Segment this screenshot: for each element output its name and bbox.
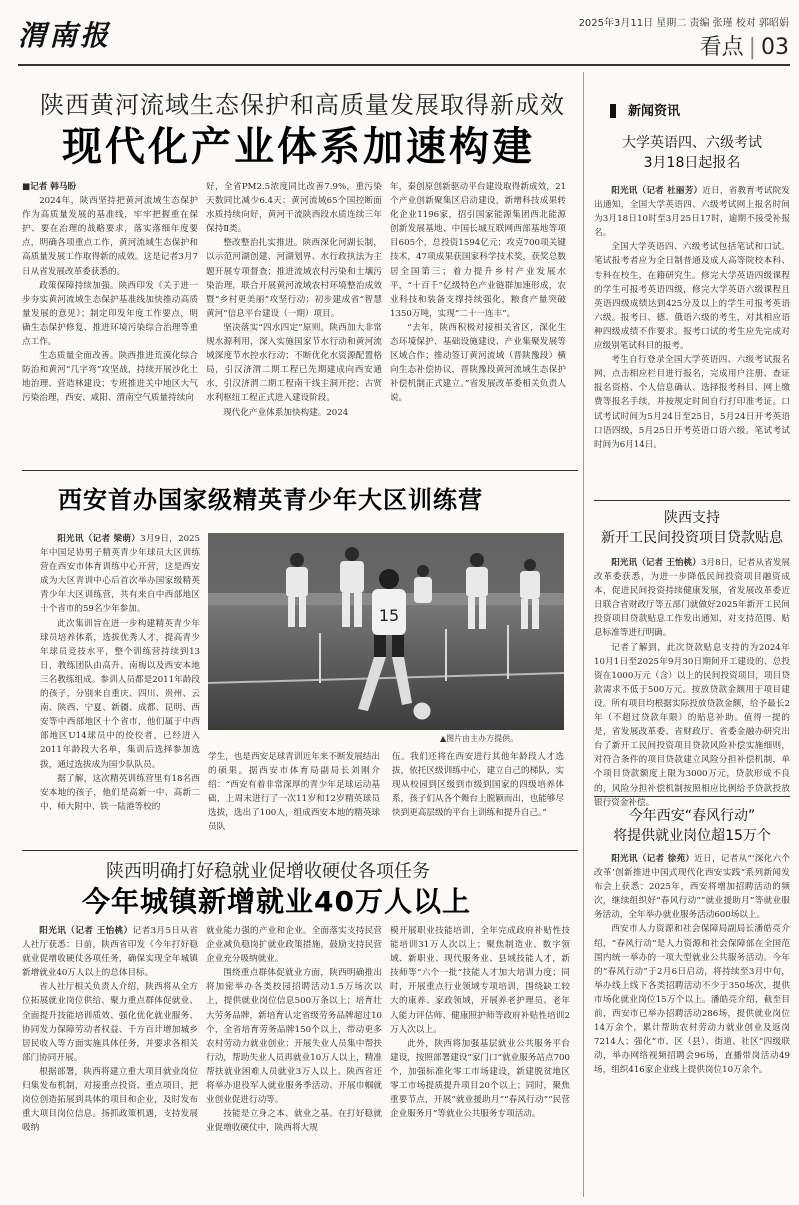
news1-p1 [594,184,790,240]
article3-c3-p1: 模开展职业技能培训，全年完成政府补贴性技能培训31万人次以上；聚焦制造业、数字领域、新职业、现代服务业、县域技能人才，新技师等“六个一批”技能人才加大培训力度；同时，开展重点行业领域专项培训，围绕缺工较大的康养、家政领域，开展养老护理员、老年人能力评估师、健康照护师等政府补贴性培训2万人次以上。 [390,926,570,1035]
article1-c2-p3: 坚决落实“四水四定”原则。陕西加大非常规水源利用，深入实施国家节水行动和黄河流域深度节水控水行动；不断优化水资源配置格局，引汉济渭二期工程已先期建成向西安通水，引汉济渭二期工程南干线主洞开挖；古贤水利枢纽工程正式进入建设阶段。 [206,322,382,404]
article1-c3-p1: 年，秦创原创新驱动平台建设取得新成效，21个产业创新聚集区启动建设，新增科技成果转化企业1196家，招引国家能源集团西北能源创新发展基地、中国长城互联网西部基地等项目605个，总投资1594亿元；攻克700项关键技术，47项成果获国家科学技术奖，获奖总数居全国第三；着力提升乡村产业发展水平，“十百千”亿级特色产业链群加速形成，农业科技和装备支撑持续强化，粮食产量突破1350万吨，实现“二十一连丰”。 [390,182,566,319]
article2-c1-p3: 据了解，这次精英训练营里有18名西安本地的孩子，他们是高新一中、高新二中、师大附中、铁一陆港等校的 [40,773,200,812]
news2-p1 [594,556,790,641]
article3-kicker: 陕西明确打好稳就业促增收硬仗各项任务 [106,861,430,882]
news3-p1-text: 近日，记者从“‘深化六个改革’创新推进中国式现代化西安实践”系列新闻发布会上获悉：2025年，西安将增加招聘活动的频次，继续组织好“春风行动”“就业援助月”等就业服务活动，全年举办就业服务活动600场以上。 [594,854,790,921]
article2-title: 西安首办国家级精英青少年大区训练营 [58,486,483,514]
article3-c1-p1-text: 记者3月5日从省人社厅获悉：日前，陕西省印发《今年打好稳就业促增收硬仗各项任务，确保实现全年城镇新增就业40万人以上的总体目标。 [22,926,198,979]
article2-c1-p2: 此次集训旨在进一步构建精英青少年球员培养体系，选拔优秀人才，提高青少年球员竞技水平，整个训练营持续到13日，教练团队由高升、南梅以及西安本地三名教练组成。参训人员都是2011年龄段的孩子，分别来自重庆、四川、贵州、云南、陕西、宁夏、新疆、成都、昆明、西安等中西部地区十个省市，他们属于中西部地区U14球员中的佼佼者，已经进入2011年龄段大名单，集训后选择参加选拔，通过选拔成为国少队队员。 [40,618,200,770]
article3-c1-p2: 省人社厅相关负责人介绍，陕西将从全方位拓展就业岗位供给、聚力重点群体促就业、全面提升技能培训质效、强化优化就业服务、协同发力保障劳动者权益、千方百计增加城乡居民收入等方面实施具体任务，并要求各相关部门协同开展。 [22,982,198,1063]
news1-title-line1: 大学英语四、六级考试 [622,135,762,151]
news3-title-line2: 将提供就业岗位超15万个 [613,828,771,844]
news3-p1 [594,852,790,922]
section-divider: | [748,35,756,60]
news3-p2: 西安市人力资源和社会保障局副局长潘皓亮介绍，“春风行动”是人力资源和社会保障部在全国范围内统一举办的一项大型就业公共服务活动。今年的“春风行动”于2月6日启动，将持续至3月中旬，举办线上线下各类招聘活动不少于350场次，提供市场化就业岗位15万个以上。潘皓亮介绍，截至目前，西安市已举办招聘活动286场，提供就业岗位14万余个，累计帮助农村劳动力就业创业及返岗7214人；强化“市、区（县）、街道、社区”四级联动，举办网络视频招聘会96场，直播带岗活动49场，组织416家企业线上提供岗位10万余个。 [594,924,790,1076]
news1-p1-text: 近日，省教育考试院发出通知，全国大学英语四、六级考试网上报名时间为3月18日10时至3月25日17时，逾期不接受补报名。 [594,186,790,239]
section-label [700,34,789,62]
page-number: 03 [761,35,789,60]
article2-byline: 阳光讯（记者 梁萌） [57,534,141,544]
article1-col3 [390,180,566,480]
article3-title: 今年城镇新增就业40万人以上 [82,885,471,918]
article3-c2-p1: 就业能力强的产业和企业。全面落实支持民营企业减负稳岗扩就业政策措施，鼓励支持民营企业充分吸纳就业。 [206,926,382,965]
article3-c1-p1 [22,924,198,980]
article1-title: 现代化产业体系加速构建 [62,124,535,170]
article1-c1-p1: 2024年，陕西坚持把黄河流域生态保护作为高质量发展的基准线，牢牢把握重在保护、要在治理的战略要求，落实落细年度要点，明确各项重点工作，黄河流域生态保护和高质量发展工作取得新的成效。这是记者3月7日从省发展改革委获悉的。 [22,196,198,277]
news1-p3: 考生自行登录全国大学英语四、六级考试报名网，点击相应栏目进行报名，完成用户注册、查证报名资格、个人信息确认、选择报考科目、网上缴费等报名手续，并按规定时间自行打印准考证。口试考试时间为5月24日至25日，5月24日开考英语口语四级，5月25日开考英语口语六级。笔试考试时间为6月14日。 [594,355,790,450]
svg-text:15: 15 [378,606,400,625]
article3-col1 [22,924,198,1199]
article1-bottom-rule [22,470,578,471]
article1-kicker: 陕西黄河流域生态保护和高质量发展取得新成效 [40,91,565,119]
masthead-logo: 渭南报 [18,19,112,52]
news2-title-line1: 陕西支持 [664,510,720,526]
news1-p2: 全国大学英语四、六级考试包括笔试和口试。笔试报考者应为全日制普通及成人高等院校本科、专科在校生，在籍研究生。修完大学英语四级课程的学生可报考英语四级，修完大学英语六级课程且英语四级成绩达到425分及以上的学生可报考英语六级。报考日、德、俄语六级的考生，对其相应语种四级成绩不作要求。报考口试的考生应先完成对应级别笔试科目的报考。 [594,242,790,352]
article1-col1 [22,180,198,480]
article3-col3 [390,924,570,1199]
main-column-divider [583,72,584,1197]
article1-c3-p2: “去年，陕西积极对接相关省区，深化生态环境保护、基础设施建设、产业集聚发展等区域合作；推动签订黄河流域（晋陕豫段）横向生态补偿协议，晋陕豫段黄河流域生态保护补偿机制正式建立。”省发展改革委相关负责人说。 [390,322,566,404]
news3-title [592,806,792,846]
article2-c1-p1 [40,532,200,617]
article1-c1-p3: 生态质量全面改善。陕西推进荒漠化综合防治和黄河“几字弯”攻坚战，持续开展沙化土地治理、营造林建设；专班推进关中地区大气污染治理，西安、咸阳、渭南空气质量持续向 [22,351,198,404]
training-photo [208,533,564,730]
photo-caption: ▲图片由主办方提供。 [440,734,519,743]
news1-title [592,133,792,173]
news3-byline: 阳光讯（记者 徐苑） [611,854,695,864]
article2-col2 [208,750,380,850]
article3-c2-p3: 技能是立身之本、就业之基。在打好稳就业促增收硬仗中，陕西将大规 [206,1109,382,1134]
article1-c2-p4: 现代化产业体系加快构建。2024 [223,407,349,418]
article3-c1-p3: 根据部署，陕西将建立重大项目就业岗位归集发布机制，对接重点投资、重点项目，把岗位创造拓展到具体的项目和企业，及时发布重大项目岗位信息。扬抓政策机遇，支持发展吸纳 [22,1066,198,1134]
sidebar-header-label: 新闻资讯 [628,104,681,119]
news2-title-line2: 新开工民间投资项目贷款贴息 [601,530,783,546]
article2-col1 [40,532,200,844]
article2-bottom-rule [22,850,578,851]
news2-bottom-rule [594,796,790,797]
sidebar-header-bar [610,104,616,118]
news1-body [594,184,790,494]
article1-c2-p2: 整改整治扎实推进。陕西深化河湖长制，以示范河湖创建、河湖划界、水行政执法为主题开展专项督查；推进流域农村污染和土壤污染治理，联合开展黄河流域农村环境整治成效暨“乡村更美丽”攻坚行动；初步建成省“智慧黄河”信息平台建设（一期）项目。 [206,238,382,319]
article1-byline: ■记者 韩马盼 [22,182,77,192]
news2-p1-text: 3月8日，记者从省发展改革委获悉，为进一步降低民间投资项目融资成本，促进民间投资持续健康发展，省发展改革委近日联合省财政厅等五部门就做好2025年新开工民间投资项目贷款贴息工作发出通知，对支持范围、贴息标准等进行明确。 [594,558,790,639]
article1-c2-p1: 好，全省PM2.5浓度同比改善7.9%，重污染天数同比减少6.4天；黄河流域65个国控断面水质持续向好，黄河干流陕西段水质连续三年保持Ⅱ类。 [206,182,382,235]
sidebar-header [610,100,790,122]
news3-body [594,852,790,1198]
article3-col2 [206,924,382,1199]
article2-c3-p1: 伍。我们还将在西安进行其他年龄段人才选拔，依托区级训练中心，建立自己的梯队，实现从校园到区级到市级到国家的四级培养体系，孩子们从各个舞台上脱颖而出，也能够尽快到更高层级的平台上训练和提升自己。” [392,752,564,819]
article2-c2-p1: 学生，也是西安足球青训近年来不断发展结出的硕果。据西安市体育局副局长刘刚介绍：“西安有着非常深厚的青少年足球运动基础，上周末进行了一次11岁和12岁精英球员选拔，选出了100人，组成西安本地的精英球员队 [208,752,380,833]
masthead-rule [18,64,790,66]
news2-body [594,556,790,808]
news2-title [592,508,792,548]
news1-bottom-rule [594,500,790,501]
article3-c2-p2: 围绕重点群体促就业方面，陕西明确推出将加密举办各类校园招聘活动1.5万场次以上，提供就业岗位信息500万条以上；培育壮大劳务品牌，新培育认定省级劳务品牌超过10个，全省培育劳务品牌150个以上，带动更多农村劳动力就业创业；开展失业人员集中帮扶行动，帮助失业人员再就业10万人以上，精准帮扶就业困难人员就业3万人以上。陕西省还将举办退役军人就业服务季活动、开展巾帼就业创业促进行动等。 [206,968,382,1106]
article1-c1-p2: 政策保障持续加强。陕西印发《关于进一步夯实黄河流域生态保护基准线加快推动高质量发展的意见》；制定印发年度工作要点，明确生态保护修复、推进环境污染综合治理等重点工作。 [22,280,198,348]
article2-col3 [392,750,564,850]
section-name: 看点 [699,35,744,60]
date-line: 2025年3月11日 星期二 责编 张瑾 校对 郭昭娟 [578,18,789,29]
news1-title-line2: 3月18日起报名 [643,155,741,171]
article2-c1-p1-text: 3月9日，2025年中国足协男子精英青少年球员大区训练营在西安市体育训练中心开营，这是西安成为大区青训中心后首次举办国家级精英青少年大区训练营，共有来自中西部地区十个省市的59名少年参加。 [40,534,200,615]
article3-byline: 阳光讯（记者 王怡桃） [39,926,133,936]
news2-p2: 记者了解到，此次贷款贴息支持的为2024年10月1日至2025年9月30日期间开工建设的、总投资在1000万元（含）以上的民间投资项目，项目贷款需求不低于500万元。按放贷款金额用于项目建设。所有项目均根据实际投放贷款金额，给予最长2年（不超过贷款年限）的贴息补助。值得一提的是，省发展改革委、省财政厅、省委金融办研究出台了新开工民间投资项目贷款风险补偿实施细则，对符合条件的项目贷款建立风险分担补偿机制，单个项目贷款额度上限为3000万元，贷款形成不良的，风险分担补偿机制按照相应比例给予贷款投放银行资金补偿。 [594,642,790,808]
news1-byline: 阳光讯（记者 杜丽芳） [611,186,703,196]
news3-title-line1: 今年西安“春风行动” [628,808,756,824]
article3-c3-p2: 此外，陕西将加强基层就业公共服务平台建设，按照部署建设“家门口”就业服务站点700个，加强标准化零工市场建设，新建脱贫地区零工市场提质提升项目20个以上；同时，聚焦重要节点，开展“就业援助月”“春风行动”“民营企业服务月”等就业公共服务专项活动。 [390,1038,570,1120]
news2-byline: 阳光讯（记者 王怡桃） [611,558,701,568]
article1-col2 [206,180,382,480]
